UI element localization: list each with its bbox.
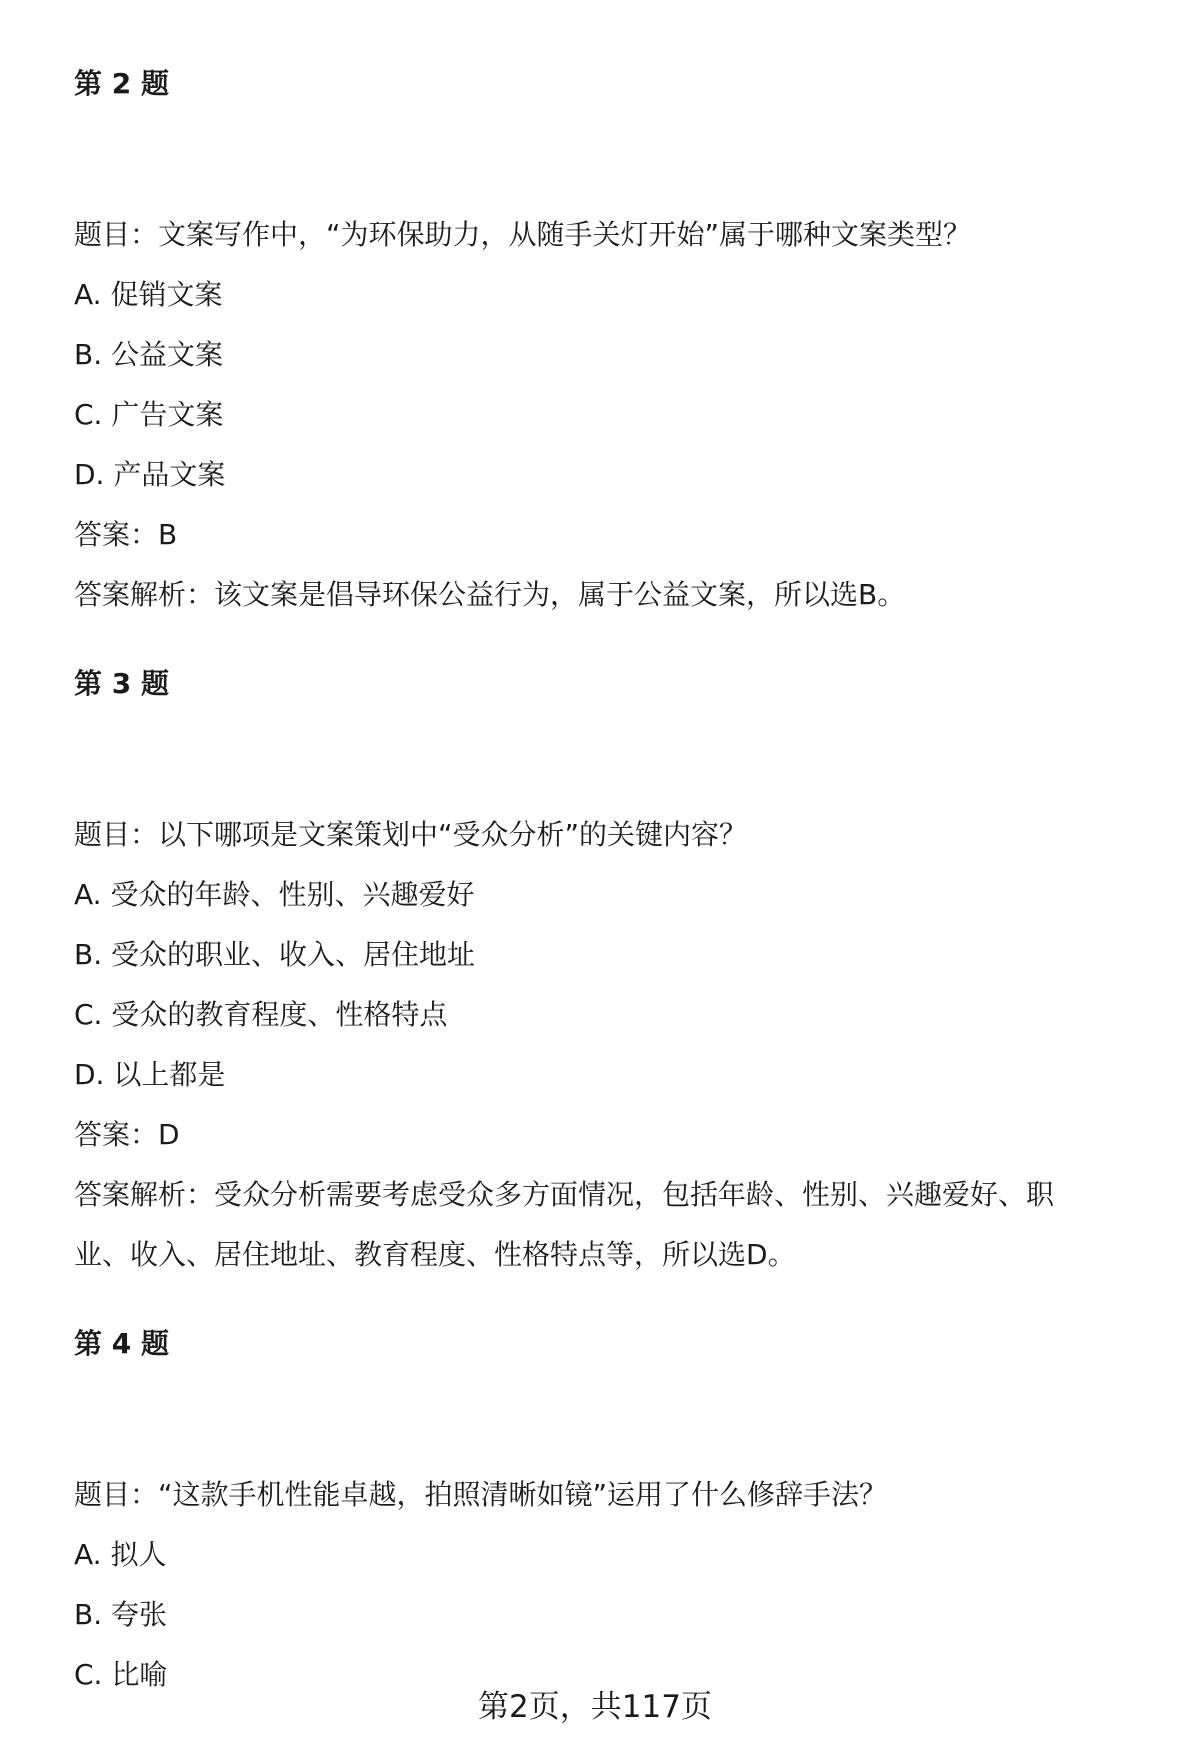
option-c: C. 受众的教育程度、性格特点: [74, 998, 448, 1031]
question-stem: 题目：文案写作中，“为环保助力，从随手关灯开始”属于哪种文案类型？: [74, 218, 972, 251]
option-c: C. 广告文案: [74, 398, 224, 431]
option-b: B. 夸张: [74, 1598, 168, 1631]
answer: 答案：D: [74, 1118, 180, 1151]
answer-explanation: 答案解析：受众分析需要考虑受众多方面情况，包括年龄、性别、兴趣爱好、职: [74, 1178, 1055, 1211]
option-c: C. 比喻: [74, 1658, 168, 1691]
question-stem: 题目：以下哪项是文案策划中“受众分析”的关键内容？: [74, 818, 748, 851]
option-d: D. 产品文案: [74, 458, 226, 491]
page-number: 第2页，共117页: [478, 1689, 712, 1725]
option-a: A. 拟人: [74, 1538, 167, 1571]
question-heading: 第 4 题: [74, 1327, 169, 1360]
question-stem: 题目：“这款手机性能卓越，拍照清晰如镜”运用了什么修辞手法？: [74, 1478, 888, 1511]
option-b: B. 公益文案: [74, 338, 224, 371]
option-a: A. 受众的年龄、性别、兴趣爱好: [74, 878, 475, 911]
option-b: B. 受众的职业、收入、居住地址: [74, 938, 476, 971]
answer: 答案：B: [74, 518, 178, 551]
answer-explanation-continued: 业、收入、居住地址、教育程度、性格特点等，所以选D。: [74, 1238, 796, 1271]
answer-explanation: 答案解析：该文案是倡导环保公益行为，属于公益文案，所以选B。: [74, 578, 906, 611]
option-a: A. 促销文案: [74, 278, 223, 311]
question-heading: 第 3 题: [74, 667, 169, 700]
question-heading: 第 2 题: [74, 67, 169, 100]
option-d: D. 以上都是: [74, 1058, 226, 1091]
